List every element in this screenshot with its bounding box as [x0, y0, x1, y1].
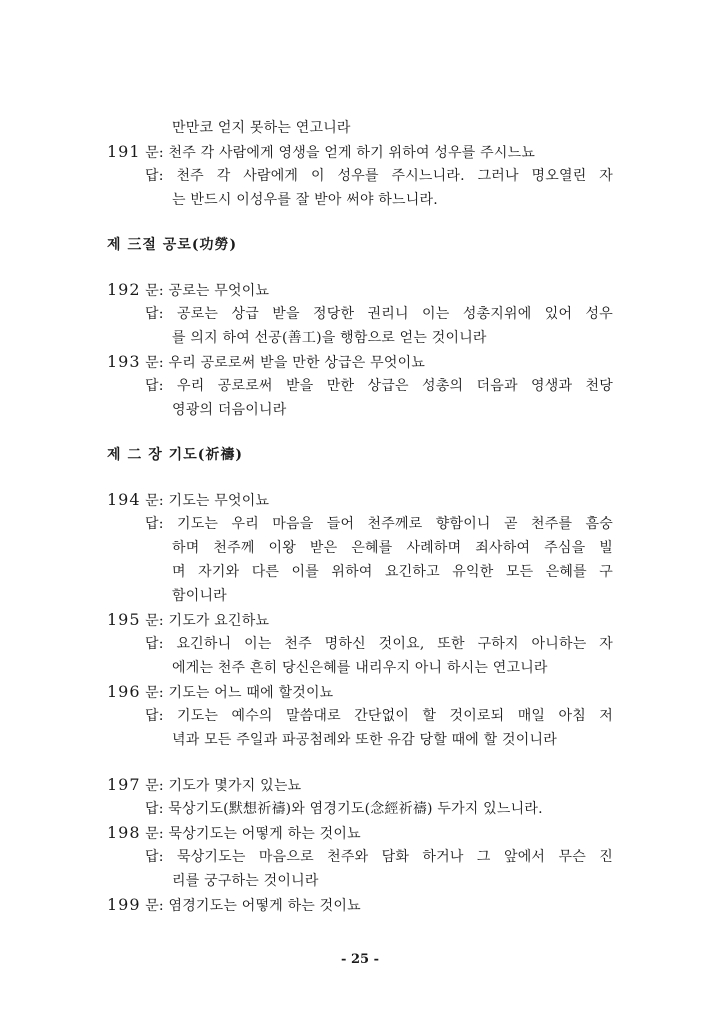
question-text: 문: 기도는 어느 때에 할것이뇨: [140, 685, 334, 701]
question-number: 193: [107, 352, 141, 371]
answer-line: 답: 우리 공로로써 받을 만한 상급은 성총의 더음과 영생과 천당: [145, 378, 613, 394]
question-number: 197: [107, 775, 141, 794]
question-text: 문: 공로는 무엇이뇨: [140, 283, 270, 299]
answer-line: 함이니라: [172, 588, 227, 604]
answer-line: 를 의지 하여 선공(善工)을 행함으로 얻는 것이니라: [172, 330, 487, 346]
answer-line: 답: 기도는 우리 마음을 들어 천주께로 향함이니 곧 천주를 흠숭: [145, 516, 613, 532]
question-192: [107, 281, 269, 300]
question-text: 문: 우리 공로로써 받을 만한 상급은 무엇이뇨: [140, 355, 426, 371]
answer-line: 에게는 천주 흔히 당신은혜를 내리우지 아니 하시는 연고니라: [172, 660, 548, 676]
question-text: 문: 기도가 요긴하뇨: [140, 613, 270, 629]
question-text: 문: 염경기도는 어떻게 하는 것이뇨: [140, 898, 361, 914]
question-number: 192: [107, 280, 141, 299]
answer-line: 영광의 더음이니라: [172, 402, 287, 418]
question-number: 198: [107, 823, 141, 842]
question-number: 194: [107, 490, 141, 509]
question-191: [107, 143, 535, 162]
answer-line: 녁과 모든 주일과 파공첨례와 또한 유감 당할 때에 할 것이니라: [172, 732, 557, 748]
question-text: 문: 묵상기도는 어떻게 하는 것이뇨: [140, 826, 361, 842]
question-199: [107, 896, 361, 915]
question-198: [107, 824, 361, 843]
question-194: [107, 491, 269, 510]
question-193: [107, 353, 425, 372]
section-heading: 제 三절 공로(功勞): [107, 237, 238, 253]
question-number: 199: [107, 895, 141, 914]
answer-line: 답: 공로는 상급 받을 정당한 권리니 이는 성총지위에 있어 성우: [145, 306, 613, 322]
chapter-heading: 제 二 장 기도(祈禱): [107, 447, 243, 463]
answer-line: 답: 요긴하니 이는 천주 명하신 것이요, 또한 구하지 아니하는 자: [145, 636, 613, 652]
text-line: 만만코 얻지 못하는 연고니라: [172, 120, 351, 136]
question-number: 196: [107, 682, 141, 701]
question-number: 191: [107, 142, 141, 161]
answer-line: 며 자기와 다른 이를 위하여 요긴하고 유익한 모든 은혜를 구: [172, 564, 613, 580]
answer-line: 리를 궁구하는 것이니라: [172, 873, 319, 889]
answer-line: 하며 천주께 이왕 받은 은혜를 사례하며 죄사하여 주심을 빌: [172, 540, 613, 556]
answer-line: 답: 묵상기도(默想祈禱)와 염경기도(念經祈禱) 두가지 있느니라.: [145, 801, 543, 817]
answer-line: 답: 묵상기도는 마음으로 천주와 담화 하거나 그 앞에서 무슨 진: [145, 849, 613, 865]
question-text: 문: 기도는 무엇이뇨: [140, 493, 270, 509]
answer-line: 답: 천주 각 사람에게 이 성우를 주시느니라. 그러나 명오열린 자: [145, 168, 613, 184]
question-text: 문: 기도가 몇가지 있는뇨: [140, 778, 302, 794]
answer-line: 답: 기도는 예수의 말씀대로 간단없이 할 것이로되 매일 아침 저: [145, 708, 613, 724]
question-197: [107, 776, 301, 795]
answer-line: 는 반드시 이성우를 잘 받아 써야 하느니라.: [172, 192, 438, 208]
question-number: 195: [107, 610, 141, 629]
question-196: [107, 683, 333, 702]
page-number: - 25 -: [341, 952, 379, 967]
question-195: [107, 611, 269, 630]
question-text: 문: 천주 각 사람에게 영생을 얻게 하기 위하여 성우를 주시느뇨: [140, 145, 536, 161]
